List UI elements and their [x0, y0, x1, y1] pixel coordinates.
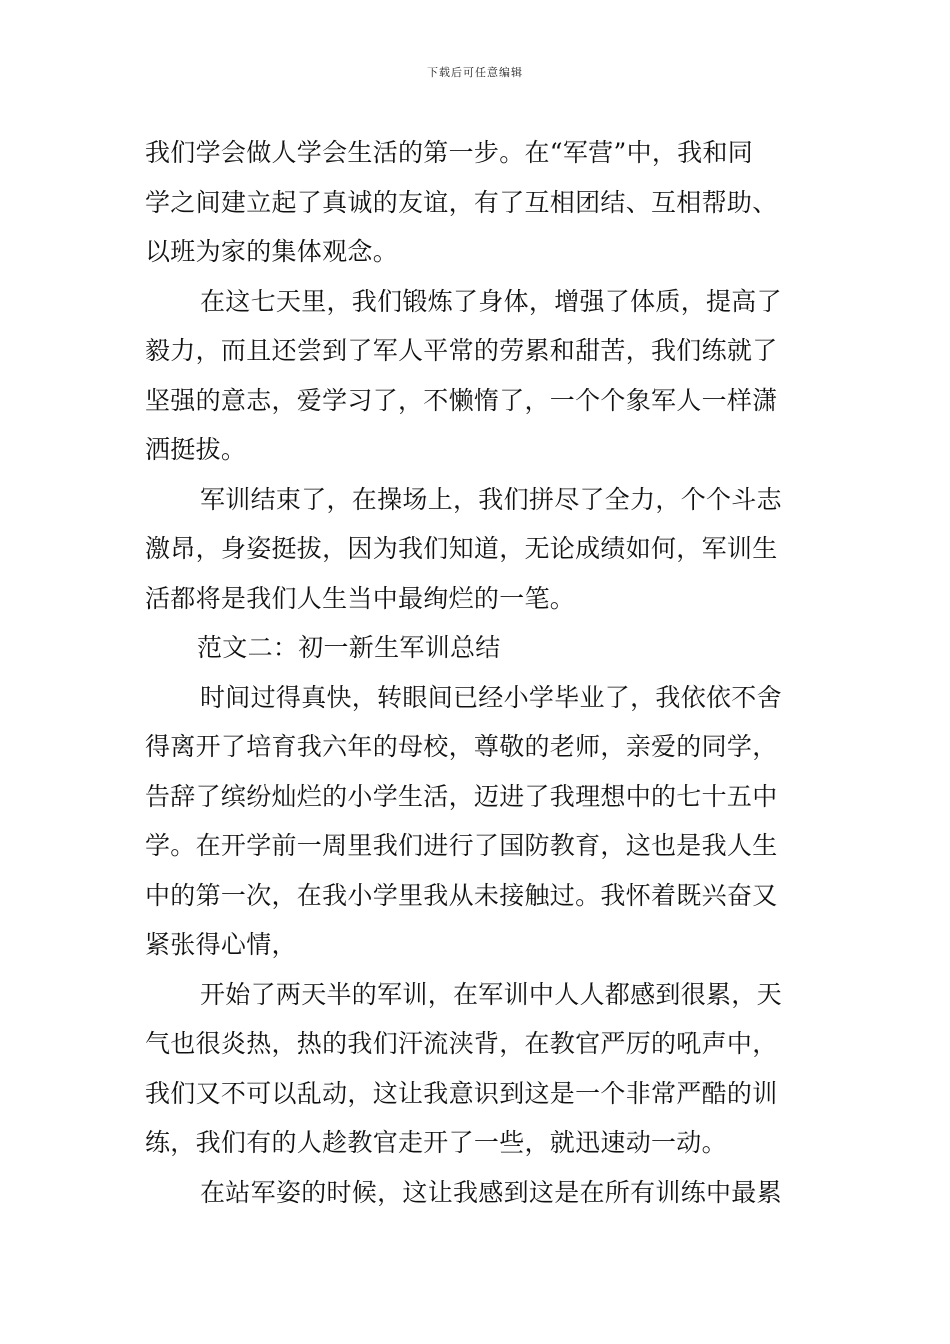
text-line: 练，我们有的人趁教官走开了一些，就迅速动一动。: [145, 1128, 727, 1157]
text-line: 洒挺拔。: [145, 435, 247, 464]
text-line: 紧张得心情，: [145, 930, 297, 959]
text-line: 中的第一次，在我小学里我从未接触过。我怀着既兴奋又: [145, 880, 778, 910]
paragraph-first-line: 时间过得真快，转眼间已经小学毕业了，我依依不舍: [200, 682, 782, 712]
paragraph-first-line: 军训结束了，在操场上，我们拼尽了全力，个个斗志: [200, 484, 782, 514]
text-line: 告辞了缤纷灿烂的小学生活，迈进了我理想中的七十五中: [145, 781, 778, 811]
text-line: 学之间建立起了真诚的友谊，有了互相团结、互相帮助、: [145, 187, 778, 217]
document-body: [145, 128, 810, 1217]
text-line: 学。在开学前一周里我们进行了国防教育，这也是我人生: [145, 831, 778, 860]
text-line: 气也很炎热，热的我们汗流浃背，在教官严厉的吼声中，: [145, 1029, 778, 1058]
text-line: 我们学会做人学会生活的第一步。在“军营”中，我和同: [145, 138, 754, 167]
text-line: 毅力，而且还尝到了军人平常的劳累和甜苦，我们练就了: [145, 336, 778, 365]
text-line: 以班为家的集体观念。: [145, 237, 399, 266]
section-heading: 范文二：初一新生军训总结: [197, 633, 501, 662]
page-header: 下载后可任意编辑: [427, 66, 523, 79]
paragraph-first-line: 开始了两天半的军训，在军训中人人都感到很累，天: [200, 979, 782, 1009]
text-line: 我们又不可以乱动，这让我意识到这是一个非常严酷的训: [145, 1078, 778, 1108]
text-line: 得离开了培育我六年的母校，尊敬的老师，亲爱的同学，: [145, 732, 778, 761]
text-line: 活都将是我们人生当中最绚烂的一笔。: [145, 583, 576, 613]
text-line: 激昂，身姿挺拔，因为我们知道，无论成绩如何，军训生: [145, 534, 778, 563]
paragraph-first-line: 在这七天里，我们锻炼了身体，增强了体质，提高了: [200, 286, 782, 316]
text-line: 坚强的意志，爱学习了，不懒惰了，一个个象军人一样潇: [145, 385, 778, 415]
paragraph-first-line: 在站军姿的时候，这让我感到这是在所有训练中最累: [200, 1177, 782, 1207]
